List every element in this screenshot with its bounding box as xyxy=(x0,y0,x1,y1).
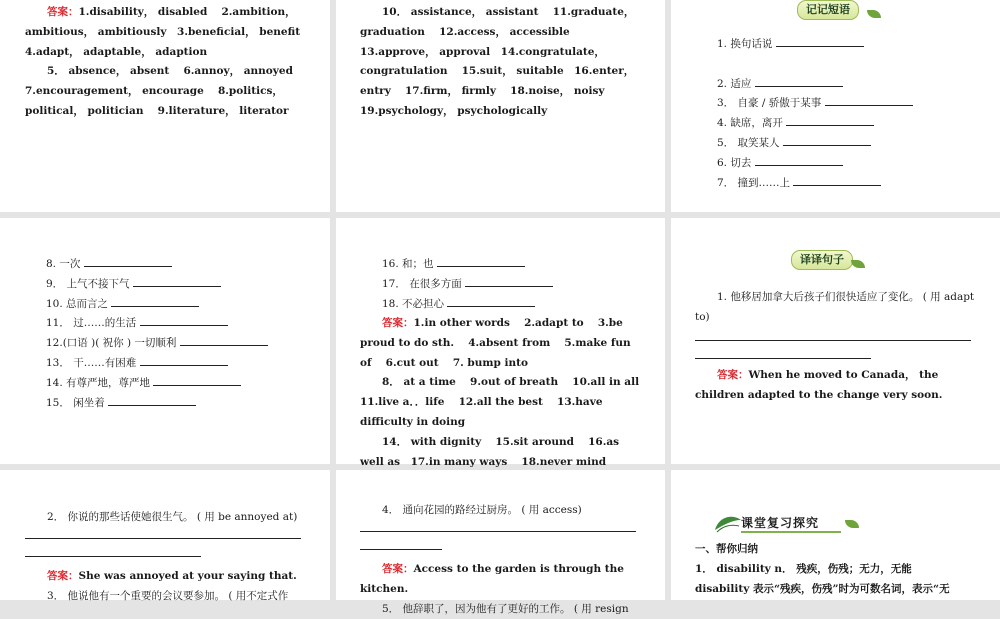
phrases-tag: 记记短语 xyxy=(797,0,859,20)
question-4: 4． 通向花园的路经过厨房。 ( 用 access) xyxy=(382,504,582,516)
phrase-item-4: 4. 缺席，离开 xyxy=(717,114,987,134)
answer-blank[interactable] xyxy=(133,276,221,287)
answer-line[interactable] xyxy=(695,358,871,359)
translate-panel-3 xyxy=(336,470,665,615)
phrase-item-10: 10. 总而言之 xyxy=(46,295,316,315)
review-body xyxy=(695,540,997,599)
translate-q4-block xyxy=(360,501,640,550)
question-3: 3． 他说他有一个重要的会议要参加。 ( 用不定式作 xyxy=(47,589,289,602)
translate-q1-block xyxy=(695,288,975,359)
answer-label: 答案： xyxy=(47,570,79,582)
answer-block xyxy=(360,3,640,122)
answer-text: 1.disability， disabled 2.ambition， ambitious， ambitiously 3.beneficial， benefit 4.adapt， adaptable， adaption xyxy=(25,6,315,58)
translate-a1-block xyxy=(695,366,975,406)
answer-line[interactable] xyxy=(695,340,971,341)
translate-panel-2 xyxy=(0,470,330,600)
phrase-item-12: 12.(口语 )( 祝你 ) 一切顺利 xyxy=(46,334,316,354)
answer-text: 10． assistance， assistant 11.graduate， graduation 12.access， accessible 13.approve， approval 14.congratulate， congratulation 15.suit， suitable 16.enter， entry 17.firm， firmly 18.noise， noisy 19.psychology， psychologically xyxy=(360,6,635,117)
answer-blank[interactable] xyxy=(825,95,913,106)
phrase-item-1: 1. 换句话说 xyxy=(717,35,987,55)
answer-text: When he moved to Canada， the children adapted to the change very soon. xyxy=(695,369,943,401)
phrase-item-17: 17． 在很多方面 xyxy=(382,275,652,295)
answer-blank[interactable] xyxy=(755,155,843,166)
answer-line[interactable] xyxy=(360,549,442,550)
phrase-item-9: 9． 上气不接下气 xyxy=(46,275,316,295)
phrases-panel-3 xyxy=(336,218,665,468)
phrase-item-18: 18. 不必担心 xyxy=(382,295,652,315)
leaf-icon xyxy=(851,260,865,268)
answer-blank[interactable] xyxy=(153,375,241,386)
answer-blank[interactable] xyxy=(108,395,196,406)
answer-blank[interactable] xyxy=(783,135,871,146)
review-heading: 一、帮你归纳 xyxy=(695,543,758,555)
phrases-panel-2 xyxy=(0,218,330,464)
question-1: 1. 他移居加拿大后孩子们很快适应了变化。 ( 用 adapt to) xyxy=(695,291,975,323)
answer-panel-1 xyxy=(0,0,330,212)
phrase-list xyxy=(382,255,652,314)
review-panel xyxy=(671,470,1000,600)
answer-line[interactable] xyxy=(360,531,636,532)
phrase-item-5: 5． 取笑某人 xyxy=(717,134,987,154)
answer-text: 8． at a time 9.out of breath 10.all in all 11.live a．．life 12.all the best 13.have difficulty in doing xyxy=(360,376,654,428)
answer-blank[interactable] xyxy=(437,256,525,267)
phrase-item-2: 2. 适应 xyxy=(717,75,987,95)
answer-blank[interactable] xyxy=(140,315,228,326)
answer-line[interactable] xyxy=(25,538,301,539)
phrase-item-16: 16. 和；也 xyxy=(382,255,652,275)
answer-blank[interactable] xyxy=(776,36,864,47)
review-banner xyxy=(713,512,873,536)
review-item-1-note: disability 表示“残疾，伤残”时为可数名词，表示“无 xyxy=(695,582,950,595)
translate-a4-block xyxy=(360,560,640,619)
phrase-item-3: 3． 自豪 / 骄傲于某事 xyxy=(717,94,987,114)
phrase-item-8: 8. 一次 xyxy=(46,255,316,275)
leaf-icon xyxy=(845,520,859,528)
answer-blank[interactable] xyxy=(111,296,199,307)
answer-blank[interactable] xyxy=(465,276,553,287)
answer-text: She was annoyed at your saying that. xyxy=(78,570,297,582)
phrase-item-7: 7． 撞到……上 xyxy=(717,174,987,194)
phrase-item-15: 15． 闲坐着 xyxy=(46,394,316,414)
answer-blank[interactable] xyxy=(84,256,172,267)
answer-blank[interactable] xyxy=(180,335,268,346)
answer-label: 答案： xyxy=(382,317,414,329)
answer-blank[interactable] xyxy=(786,115,874,126)
phrase-list xyxy=(717,35,987,193)
answer-line[interactable] xyxy=(25,556,201,557)
answer-blank[interactable] xyxy=(447,296,535,307)
answer-text: Access to the garden is through the kitchen. xyxy=(360,563,624,595)
answer-blank[interactable] xyxy=(140,355,228,366)
review-banner-title: 课堂复习探究 xyxy=(741,516,820,530)
leaf-icon xyxy=(713,512,743,534)
translate-tag: 译译句子 xyxy=(791,250,853,270)
translate-q2-block xyxy=(25,508,305,557)
answer-block xyxy=(25,3,315,122)
answer-blank[interactable] xyxy=(755,76,843,87)
answer-text: 5． absence， absent 6.annoy， annoyed 7.encouragement， encourage 8.politics， political， politician 9.literature， literator xyxy=(25,65,308,117)
answer-label: 答案： xyxy=(382,563,414,575)
phrase-item-13: 13． 干……有困难 xyxy=(46,354,316,374)
phrase-list xyxy=(46,255,316,413)
answer-panel-2 xyxy=(336,0,665,212)
translate-panel-1 xyxy=(671,218,1000,464)
translate-a2-block xyxy=(25,567,305,607)
phrase-item-6: 6. 切去 xyxy=(717,154,987,174)
phrase-answers xyxy=(360,314,654,472)
leaf-icon xyxy=(867,10,881,18)
phrases-panel-1 xyxy=(671,0,1000,212)
answer-label: 答案： xyxy=(47,6,79,18)
answer-label: 答案： xyxy=(717,369,749,381)
answer-text: 1.in other words 2.adapt to 3.be proud to do sth. 4.absent from 5.make fun of 6.cut out 7. bump into xyxy=(360,317,631,369)
question-5: 5． 他辞职了，因为他有了更好的工作。 ( 用 resign xyxy=(382,602,629,615)
question-2: 2． 你说的那些话使她很生气。 ( 用 be annoyed at) xyxy=(47,511,298,523)
review-item-1: 1． disability n． 残疾，伤残；无力，无能 xyxy=(695,562,912,575)
phrase-item-14: 14. 有尊严地，尊严地 xyxy=(46,374,316,394)
answer-text: 14． with dignity 15.sit around 16.as well as 17.in many ways 18.never mind xyxy=(360,435,620,468)
phrase-item-11: 11． 过……的生活 xyxy=(46,314,316,334)
answer-blank[interactable] xyxy=(793,175,881,186)
